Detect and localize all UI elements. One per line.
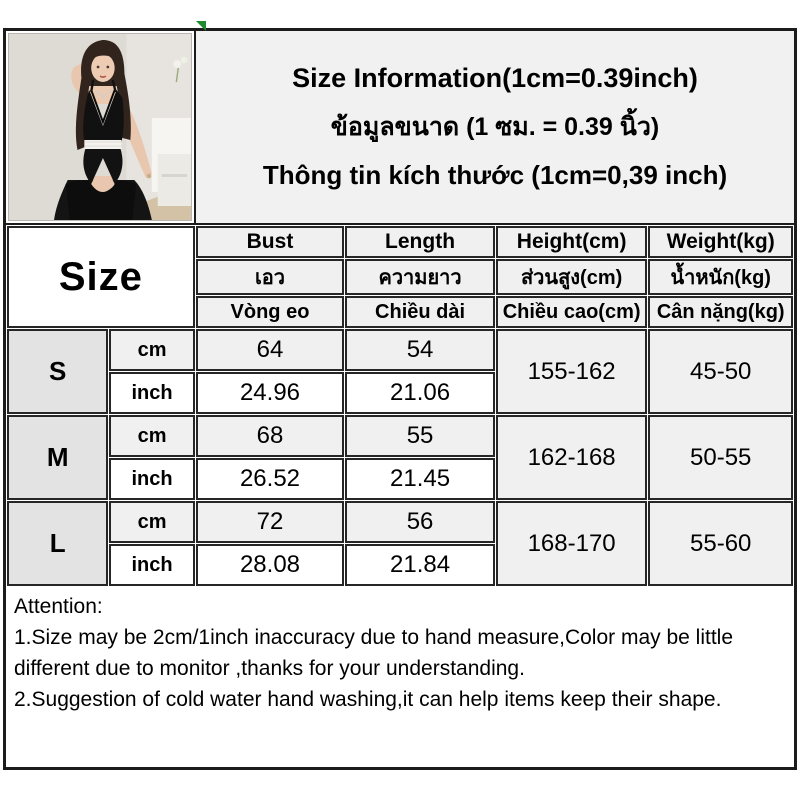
m-bust-cm: 68 bbox=[196, 415, 345, 457]
m-bust-inch: 26.52 bbox=[196, 458, 345, 500]
title-thai: ข้อมูลขนาด (1 ซม. = 0.39 นิ้ว) bbox=[330, 113, 660, 141]
model-photo-illustration bbox=[8, 33, 192, 221]
header-bust-vi: Vòng eo bbox=[196, 296, 345, 328]
size-info-title-block bbox=[196, 31, 794, 223]
header-weight-th: น้ำหนัก(kg) bbox=[648, 259, 793, 295]
title-vietnamese: Thông tin kích thước (1cm=0,39 inch) bbox=[262, 160, 728, 190]
header-section bbox=[6, 31, 794, 225]
header-length-vi: Chiều dài bbox=[345, 296, 495, 328]
s-length-inch: 21.06 bbox=[345, 372, 495, 414]
attention-note-1: 1.Size may be 2cm/1inch inaccuracy due to hand measure,Color may be little different due to monitor ,thanks for your understanding. bbox=[14, 626, 734, 681]
m-height-range: 162-168 bbox=[496, 415, 648, 500]
l-height-range: 168-170 bbox=[496, 501, 648, 586]
unit-cm-label: cm bbox=[109, 501, 194, 543]
header-bust-en: Bust bbox=[196, 226, 345, 258]
attention-heading: Attention: bbox=[14, 595, 103, 618]
size-l-label: L bbox=[7, 501, 108, 586]
m-weight-range: 50-55 bbox=[648, 415, 793, 500]
size-column-header: Size bbox=[7, 226, 195, 328]
size-m-label: M bbox=[7, 415, 108, 500]
size-table bbox=[6, 225, 794, 587]
product-photo bbox=[6, 31, 196, 223]
unit-inch-label: inch bbox=[109, 458, 194, 500]
l-bust-inch: 28.08 bbox=[196, 544, 345, 586]
table-row-s-cm bbox=[7, 329, 793, 371]
s-height-range: 155-162 bbox=[496, 329, 648, 414]
header-length-en: Length bbox=[345, 226, 495, 258]
table-row-l-cm bbox=[7, 501, 793, 543]
l-length-cm: 56 bbox=[345, 501, 495, 543]
size-s-label: S bbox=[7, 329, 108, 414]
size-chart-sheet bbox=[3, 28, 797, 770]
header-weight-en: Weight(kg) bbox=[648, 226, 793, 258]
unit-cm-label: cm bbox=[109, 415, 194, 457]
unit-inch-label: inch bbox=[109, 372, 194, 414]
header-height-en: Height(cm) bbox=[496, 226, 648, 258]
title-english: Size Information(1cm=0.39inch) bbox=[292, 63, 698, 93]
header-weight-vi: Cân nặng(kg) bbox=[648, 296, 793, 328]
header-bust-th: เอว bbox=[196, 259, 345, 295]
s-weight-range: 45-50 bbox=[648, 329, 793, 414]
m-length-cm: 55 bbox=[345, 415, 495, 457]
unit-cm-label: cm bbox=[109, 329, 194, 371]
l-bust-cm: 72 bbox=[196, 501, 345, 543]
sheet-corner-marker bbox=[196, 21, 206, 31]
s-bust-cm: 64 bbox=[196, 329, 345, 371]
header-height-vi: Chiều cao(cm) bbox=[496, 296, 648, 328]
header-height-th: ส่วนสูง(cm) bbox=[496, 259, 648, 295]
l-weight-range: 55-60 bbox=[648, 501, 793, 586]
s-length-cm: 54 bbox=[345, 329, 495, 371]
header-length-th: ความยาว bbox=[345, 259, 495, 295]
attention-note-2: 2.Suggestion of cold water hand washing,it can help items keep their shape. bbox=[14, 688, 722, 712]
s-bust-inch: 24.96 bbox=[196, 372, 345, 414]
m-length-inch: 21.45 bbox=[345, 458, 495, 500]
l-length-inch: 21.84 bbox=[345, 544, 495, 586]
attention-notes bbox=[6, 587, 794, 767]
table-row-m-cm bbox=[7, 415, 793, 457]
unit-inch-label: inch bbox=[109, 544, 194, 586]
